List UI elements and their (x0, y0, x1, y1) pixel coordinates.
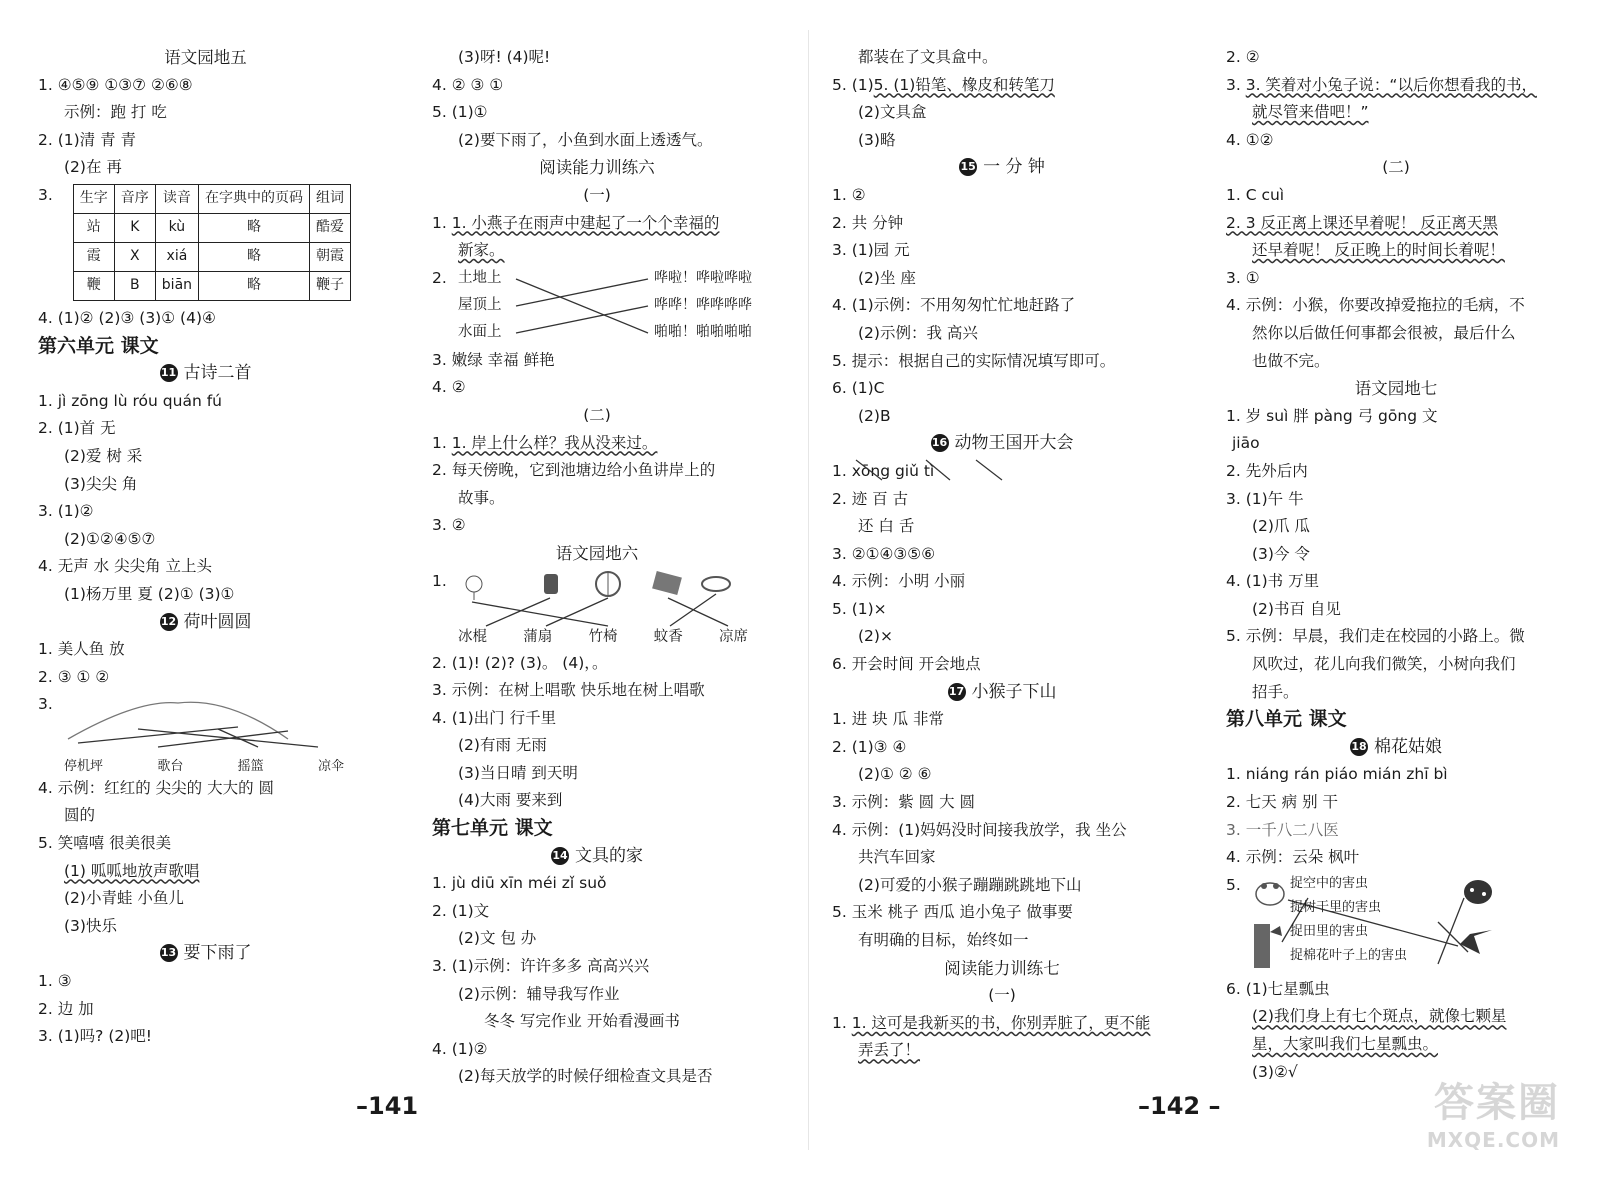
underlined-answer: 新家。 (458, 241, 505, 260)
answer-line: 1. ② (832, 185, 866, 204)
answer-line: 5. (1)5. (1)铅笔、橡皮和转笔刀 (832, 75, 1055, 94)
watermark (1427, 1071, 1560, 1152)
answer-line: 3. (1)午 牛 (1226, 489, 1304, 508)
lesson-title: 要下雨了 (183, 943, 252, 964)
dictionary-table (73, 184, 351, 301)
answer-line: 3. 示例：在树上唱歌 快乐地在树上唱歌 (432, 681, 705, 700)
lesson-title: 文具的家 (575, 845, 643, 866)
answer-line: (2)可爱的小猴子蹦蹦跳跳地下山 (858, 875, 1082, 894)
lesson-heading (832, 154, 1172, 182)
underlined-answer: 还早着呢！ 反正晚上的时间长着呢！ (1252, 241, 1505, 260)
answer-line: 4. ② ③ ① (432, 75, 504, 94)
answer-line: (2)书百 自见 (1252, 599, 1341, 618)
sound-matching-figure: 2. 土地上 屋顶上 水面上 哗啦！哗啦哗啦 哗哗！哗哗哗哗 啪啪！啪啪啪啪 (432, 265, 762, 347)
subsection-heading: (一) (988, 986, 1016, 1005)
column-3 (832, 44, 1172, 1065)
lesson-heading (1226, 734, 1566, 762)
answer-line: 3. 示例：紫 圆 大 圆 (832, 793, 975, 812)
answer-line: (4)大雨 要来到 (458, 791, 563, 810)
lesson-title: 古诗二首 (183, 363, 252, 384)
answer-line: 也做不完。 (1252, 351, 1330, 370)
ice-pop-icon (544, 574, 558, 594)
answer-line (432, 237, 762, 265)
lesson-number-badge: 14 (551, 847, 569, 865)
table-cell: 鞭子 (310, 271, 351, 300)
answer-line (832, 1037, 1172, 1065)
table-cell: 霞 (73, 242, 114, 271)
column-2 (432, 44, 762, 1091)
figure-label: 摇篮 (237, 758, 264, 774)
answer-line: 风吹过，花儿向我们微笑，小树向我们 (1252, 655, 1516, 674)
strike-marks (852, 458, 1022, 484)
match-right-item: 啪啪！啪啪啪啪 (654, 323, 752, 340)
answer-line: 3. (1)园 元 (832, 241, 910, 260)
subsection-heading: (一) (583, 185, 611, 204)
answer-line: (2)文 包 办 (458, 929, 537, 948)
table-header: 在字典中的页码 (199, 184, 310, 213)
answer-line: 2. 先外后内 (1226, 461, 1308, 480)
page-number-right: –142 – (1138, 1092, 1221, 1120)
answer-line: 圆的 (64, 806, 96, 825)
answer-line: 5. (1)× (832, 599, 887, 618)
table-cell: 朝霞 (310, 242, 351, 271)
subsection-heading: (二) (583, 405, 611, 424)
table-header: 读音 (155, 184, 198, 213)
answer-line: (2)× (858, 627, 893, 646)
lesson-heading (38, 609, 373, 637)
lesson-heading (832, 430, 1172, 458)
answer-line: 4. (1)书 万里 (1226, 572, 1320, 591)
woodpecker-icon (1254, 924, 1282, 968)
mat-icon (652, 570, 682, 594)
lesson-number-badge: 15 (959, 158, 977, 176)
table-cell: kù (155, 213, 198, 242)
table-cell: 略 (199, 271, 310, 300)
answer-line: 2. 迹 百 古 (832, 489, 909, 508)
answer-line (1226, 1003, 1566, 1031)
answer-line: 4. 示例：云朵 枫叶 (1226, 848, 1360, 867)
underlined-answer: 2. 3 反正离上课还早着呢！ 反正离天黑 (1226, 213, 1498, 232)
underlined-answer: 1. 这可是我新买的书，你别弄脏了，更不能 (851, 1013, 1151, 1032)
answer-line: (2)要下雨了，小鱼到水面上透透气。 (458, 130, 713, 149)
table-cell: 站 (73, 213, 114, 242)
answer-line (38, 858, 373, 886)
table-cell: K (114, 213, 155, 242)
underlined-answer: 星，大家叫我们七星瓢虫。 (1252, 1035, 1439, 1053)
answer-line (1226, 1031, 1566, 1059)
answer-line: (2)坐 座 (858, 268, 916, 287)
answer-line: (2)每天放学的时候仔细检查文具是否 (458, 1067, 713, 1086)
answer-line: 示例：跑 打 吃 (64, 103, 167, 122)
answer-line: (3)尖尖 角 (64, 474, 138, 493)
answer-line (1226, 210, 1566, 238)
table-row (73, 271, 350, 300)
answer-line: (3)略 (858, 130, 896, 149)
underlined-answer: 3. 笑着对小兔子说：“以后你想看我的书， (1245, 75, 1537, 94)
answer-line: (3)②√ (1252, 1062, 1298, 1081)
lesson-heading (38, 940, 373, 968)
answer-line: (2)示例：我 高兴 (858, 323, 978, 342)
matching-lines (512, 265, 652, 347)
table-cell: 略 (199, 242, 310, 271)
answer-line: 1. C cuì (1226, 185, 1285, 204)
answer-line: 4. (1)② (2)③ (3)① (4)④ (38, 308, 216, 327)
lesson-title: 动物王国开大会 (954, 433, 1074, 454)
answer-line: 4. 示例：小明 小丽 (832, 572, 966, 591)
answer-line: (3)当日晴 到天明 (458, 763, 578, 782)
answer-line: (2)B (858, 406, 891, 425)
answer-line: (2)示例：辅导我写作业 (458, 984, 620, 1003)
answer-line: (2)小青蛙 小鱼儿 (64, 889, 184, 908)
watermark-logo-text: 答案圈 (1434, 1080, 1560, 1126)
dictionary-table-block (38, 182, 373, 305)
lesson-title: 棉花姑娘 (1374, 736, 1442, 757)
section-heading: 阅读能力训练六 (539, 158, 655, 178)
figure-label: 捉树干里的害虫 (1290, 899, 1382, 915)
table-header: 组词 (310, 184, 351, 213)
answer-line: 5. 示例：早晨，我们走在校园的小路上。微 (1226, 627, 1525, 646)
answer-line: 1. jù diū xīn méi zǐ suǒ (432, 874, 607, 893)
answer-line: 2. (1)③ ④ (832, 737, 907, 756)
question-number: 5. (1226, 875, 1241, 894)
column-1 (38, 44, 373, 1051)
answer-line: 5. (1)① (432, 103, 488, 122)
lesson-number-badge: 16 (931, 434, 949, 452)
table-cell: 鞭 (73, 271, 114, 300)
answer-line: 4. (1)② (432, 1039, 488, 1058)
summer-items-pictures (458, 568, 748, 628)
answer-line: 6. (1)C (832, 379, 885, 398)
underlined-answer: 弄丢了！ (858, 1041, 921, 1060)
underlined-answer: (2)我们身上有七个斑点，就像七颗星 (1252, 1007, 1507, 1026)
answer-line: 3. (1)吗? (2)吧! (38, 1027, 152, 1046)
answer-line: (2)爱 树 采 (64, 446, 143, 465)
swallow-icon (1460, 930, 1492, 954)
answer-line: 4. 示例：红红的 尖尖的 大大的 圆 (38, 778, 274, 797)
answer-line: 2. (1)! (2)? (3)。 (4)，。 (432, 653, 608, 672)
answer-line: 1. 进 块 瓜 非常 (832, 710, 944, 729)
answer-line: 6. (1)七星瓢虫 (1226, 979, 1330, 998)
answer-line: 2. 共 分钟 (832, 213, 904, 232)
answer-line: 1. 1. 这可是我新买的书，你别弄脏了，更不能 (832, 1013, 1151, 1032)
answer-line: 3. ② (432, 516, 466, 535)
answer-line: (1)杨万里 夏 (2)① (3)① (64, 584, 235, 603)
table-cell: 略 (199, 213, 310, 242)
table-header: 生字 (73, 184, 114, 213)
column-4 (1226, 44, 1566, 1086)
answer-line: 2. ③ ① ② (38, 667, 110, 686)
lesson-heading (38, 360, 373, 388)
answer-line: 2. 边 加 (38, 999, 94, 1018)
answer-line: 4. (1)出门 行千里 (432, 708, 557, 727)
pest-control-figure (1226, 872, 1566, 976)
answer-line: 冬冬 写完作业 开始看漫画书 (484, 1012, 680, 1031)
sprinkler-icon (466, 576, 482, 600)
answer-line: 2. 每天傍晚，它到池塘边给小鱼讲岸上的 (432, 461, 716, 480)
fan-icon (596, 572, 620, 596)
answer-line: 2. ② (1226, 48, 1260, 66)
answer-line: (3)呀! (4)呢! (458, 48, 551, 66)
answer-line: 1. ③ (38, 972, 72, 991)
answer-line: 5. 玉米 桃子 西瓜 追小兔子 做事要 (832, 903, 1073, 922)
answer-line: jiāo (1232, 434, 1260, 453)
unit-heading: 第六单元 课文 (38, 334, 159, 357)
lesson-heading (432, 843, 762, 871)
answer-line: 3. 嫩绿 幸福 鲜艳 (432, 350, 555, 369)
answer-line: 3. 一千八二八医 (1226, 820, 1339, 839)
underlined-answer: 就尽管来借吧！” (1252, 103, 1369, 122)
lesson-number-badge: 17 (948, 683, 966, 701)
frog-icon (1256, 883, 1284, 905)
underlined-answer: (1) 呱呱地放声歌唱 (64, 861, 200, 880)
answer-line: 4. 示例：小猴，你要改掉爱拖拉的毛病，不 (1226, 296, 1525, 315)
page-number-left: –141 (356, 1092, 419, 1120)
figure-label: 蚊香 (653, 628, 683, 645)
answer-line: 5. 提示：根据自己的实际情况填写即可。 (832, 351, 1116, 370)
lesson-number-badge: 12 (160, 613, 178, 631)
match-right-item: 哗啦！哗啦哗啦 (654, 269, 752, 286)
section-heading: 语文园地七 (1354, 379, 1438, 399)
figure-label: 竹椅 (588, 628, 618, 645)
section-heading: 语文园地六 (555, 543, 639, 563)
lotus-leaf-lines (58, 699, 358, 755)
lesson-title: 荷叶圆圆 (183, 611, 252, 632)
answer-line: 2. 七天 病 别 干 (1226, 793, 1338, 812)
table-cell: B (114, 271, 155, 300)
lesson-number-badge: 11 (160, 364, 178, 382)
figure-label: 冰棍 (458, 628, 487, 645)
section-heading: 语文园地五 (164, 48, 247, 67)
match-left-item: 土地上 (458, 269, 502, 286)
figure-label: 蒲扇 (523, 628, 553, 645)
answer-line (1226, 99, 1566, 127)
answer-line: 都装在了文具盒中。 (858, 48, 998, 66)
answer-line: (3)快乐 (64, 916, 117, 935)
lesson-number-badge: 18 (1350, 738, 1368, 756)
table-cell: X (114, 242, 155, 271)
answer-line: 招手。 (1252, 682, 1299, 701)
answer-line: 1. 1. 岸上什么样？我从没来过。 (432, 433, 658, 452)
answer-line: (2)爪 瓜 (1252, 517, 1310, 536)
answer-line: 3. 3. 笑着对小兔子说：“以后你想看我的书， (1226, 75, 1537, 94)
unit-heading: 第八单元 课文 (1226, 708, 1347, 731)
answer-line: 1. jì zōng lù róu quán fú (38, 391, 222, 410)
answer-line: 故事。 (458, 488, 505, 507)
table-cell: biān (155, 271, 198, 300)
answer-line: 1. niáng rán piáo mián zhī bì (1226, 765, 1448, 784)
answer-line: 1. 美人鱼 放 (38, 640, 125, 659)
answer-line: 然你以后做任何事都会很被，最后什么 (1252, 323, 1516, 342)
answer-line (832, 458, 1172, 486)
question-number: 1. (432, 571, 447, 590)
answer-line: 共汽车回家 (858, 848, 936, 867)
ladybug-icon (1464, 880, 1492, 904)
match-right-item: 哗哗！哗哗哗哗 (654, 296, 752, 313)
answer-line: 6. 开会时间 开会地点 (832, 655, 981, 674)
lesson-title: 一 分 钟 (983, 157, 1045, 178)
match-left-item: 水面上 (458, 323, 502, 340)
crossed-pinyin: 1. xōng giǔ tì (832, 461, 935, 480)
answer-line: (2)文具盒 (858, 103, 927, 122)
watermark-domain: MXQE.COM (1426, 1128, 1560, 1152)
answer-line: (2)有雨 无雨 (458, 736, 547, 755)
answer-line: 4. ② (432, 378, 466, 397)
table-header: 音序 (114, 184, 155, 213)
figure-label: 捉田里的害虫 (1290, 923, 1369, 939)
answer-line: (2)①②④⑤⑦ (64, 529, 156, 548)
answer-line: 3. ②①④③⑤⑥ (832, 544, 936, 563)
match-left-item: 屋顶上 (458, 296, 502, 313)
answer-line: (2)在 再 (64, 158, 122, 177)
figure-label: 凉伞 (317, 758, 344, 774)
lesson-number-badge: 13 (160, 944, 178, 962)
lesson-heading (832, 679, 1172, 707)
figure-label: 停机坪 (64, 758, 104, 774)
answer-line: 有明确的目标，始终如一 (858, 931, 1029, 949)
question-number: 3. (38, 185, 53, 204)
answer-line: 3. ① (1226, 268, 1260, 287)
figure-label: 捉棉花叶子上的害虫 (1290, 947, 1408, 963)
answer-line: 4. 无声 水 尖尖角 立上头 (38, 557, 212, 576)
summer-items-figure (432, 568, 762, 650)
answer-line: 2. (1)首 无 (38, 419, 116, 438)
answer-line (1226, 237, 1566, 265)
lotus-leaf-matching-figure (38, 719, 373, 775)
underlined-answer: 1. 岸上什么样？我从没来过。 (451, 433, 658, 452)
answer-line: 还 白 舌 (858, 517, 915, 536)
center-fold (808, 30, 809, 1150)
answer-line: 5. 笑嘻嘻 很美很美 (38, 834, 172, 853)
underlined-answer: 1. 小燕子在雨声中建起了一个个幸福的 (451, 213, 720, 232)
section-heading: 阅读能力训练七 (944, 958, 1060, 978)
underlined-answer: 5. (1)铅笔、橡皮和转笔刀 (873, 75, 1055, 94)
answer-line: 3. (1)示例：许许多多 高高兴兴 (432, 957, 650, 976)
answer-line: 1. 1. 小燕子在雨声中建起了一个个幸福的 (432, 213, 720, 232)
answer-line: 3. (1)② (38, 502, 94, 521)
lesson-title: 小猴子下山 (971, 681, 1057, 702)
figure-label: 捉空中的害虫 (1290, 875, 1369, 891)
answer-line: 1. 岁 suì 胖 pàng 弓 gōng 文 (1226, 406, 1438, 425)
answer-line: (3)今 令 (1252, 544, 1310, 563)
mosquito-coil-icon (702, 577, 730, 591)
unit-heading: 第七单元 课文 (432, 817, 553, 840)
table-cell: xiá (155, 242, 198, 271)
answer-line: 3. (38, 695, 53, 714)
answer-line: 4. ①② (1226, 130, 1274, 149)
answer-line: 4. 示例：(1)妈妈没时间接我放学，我 坐公 (832, 820, 1127, 839)
figure-label: 歌台 (157, 758, 184, 774)
table-header-row (73, 184, 350, 213)
answer-line: 1. ④⑤⑨ ①③⑦ ②⑥⑧ (38, 75, 193, 94)
table-cell: 酷爱 (310, 213, 351, 242)
figure-label: 凉席 (719, 628, 748, 645)
table-row (73, 242, 350, 271)
answer-line: 2. (1)清 青 青 (38, 130, 137, 149)
table-row (73, 213, 350, 242)
answer-line: 2. (1)文 (432, 901, 490, 920)
subsection-heading: (二) (1382, 158, 1410, 177)
answer-line: 4. (1)示例：不用匆匆忙忙地赶路了 (832, 296, 1076, 315)
answer-line: (2)① ② ⑥ (858, 765, 932, 784)
